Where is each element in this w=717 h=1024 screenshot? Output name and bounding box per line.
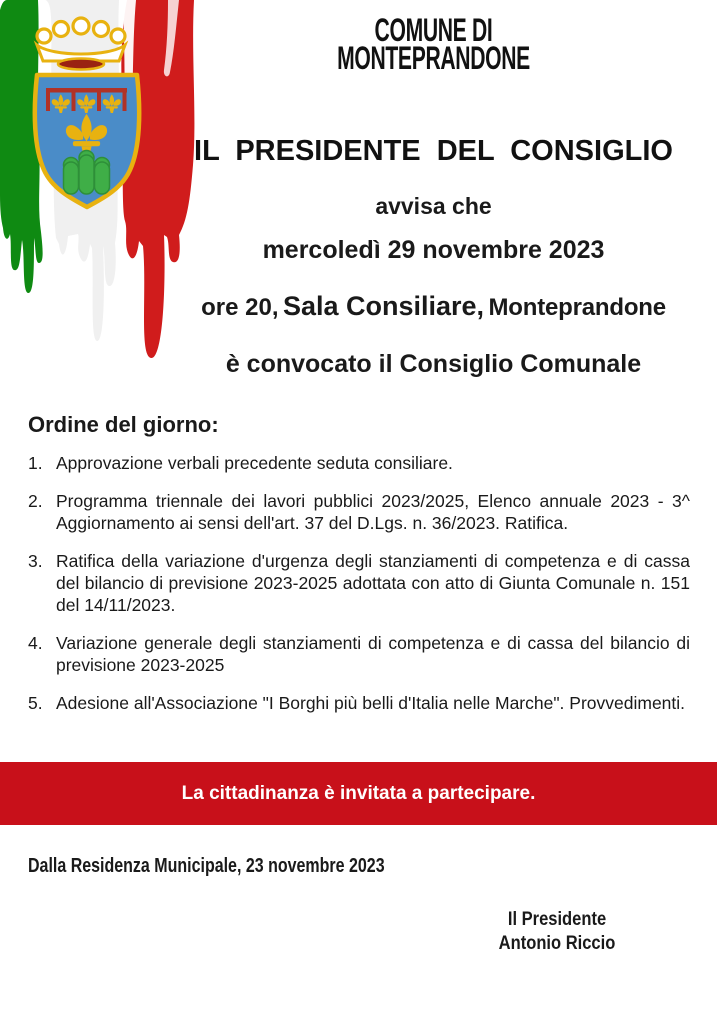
agenda-item-text: Variazione generale degli stanziamenti di competenza e di cassa del bilancio di previsione 2023-2025 (56, 633, 690, 675)
agenda-section (28, 412, 690, 730)
meeting-date: mercoledì 29 novembre 2023 (262, 236, 605, 264)
signature-name: Antonio Riccio (498, 933, 616, 954)
agenda-item (28, 550, 690, 616)
participation-banner-text: La cittadinanza è invitata a partecipare. (181, 782, 536, 804)
meeting-venue: Sala Consiliare, (282, 291, 485, 321)
meeting-time-venue (150, 291, 717, 322)
agenda-item-number: 1. (28, 453, 43, 473)
meeting-town: Monteprandone (488, 294, 666, 321)
agenda-item-text: Programma triennale dei lavori pubblici 2023/2025, Elenco annuale 2023 - 3^ Aggiornamento ai sensi dell'art. 37 del D.Lgs. n. 36/2023. Ratifica. (56, 491, 690, 533)
meeting-time: ore 20, (201, 294, 279, 321)
agenda-item-text: Approvazione verbali precedente seduta consiliare. (56, 453, 453, 473)
agenda-heading: Ordine del giorno: (28, 412, 219, 437)
agenda-item (28, 692, 690, 714)
agenda-item-number: 3. (28, 551, 43, 571)
notice-title: IL PRESIDENTE DEL CONSIGLIO (194, 135, 673, 167)
municipality-name (246, 12, 620, 76)
signature-block (427, 908, 688, 956)
residence-dateline: Dalla Residenza Municipale, 23 novembre 2023 (28, 855, 385, 877)
convocation-statement: è convocato il Consiglio Comunale (225, 350, 642, 378)
participation-banner (0, 762, 717, 825)
agenda-item-text: Ratifica della variazione d'urgenza degli stanziamenti di competenza e di cassa del bilancio di previsione 2023-2025 adottata con atto di Giunta Comunale n. 151 del 14/11/2023. (56, 551, 690, 615)
agenda-item-text: Adesione all'Associazione "I Borghi più belli d'Italia nelle Marche". Provvedimenti. (56, 693, 686, 713)
agenda-item-number: 5. (28, 693, 43, 713)
agenda-item-number: 4. (28, 633, 43, 653)
municipality-name-line1: COMUNE DI (374, 12, 493, 48)
agenda-item (28, 452, 690, 474)
agenda-item-number: 2. (28, 491, 43, 511)
signature-role: Il Presidente (507, 909, 607, 930)
notice-subtitle: avvisa che (375, 193, 492, 219)
agenda-item (28, 490, 690, 534)
agenda-item (28, 632, 690, 676)
municipality-name-line2: MONTEPRANDONE (337, 40, 530, 76)
agenda-list (28, 452, 690, 714)
